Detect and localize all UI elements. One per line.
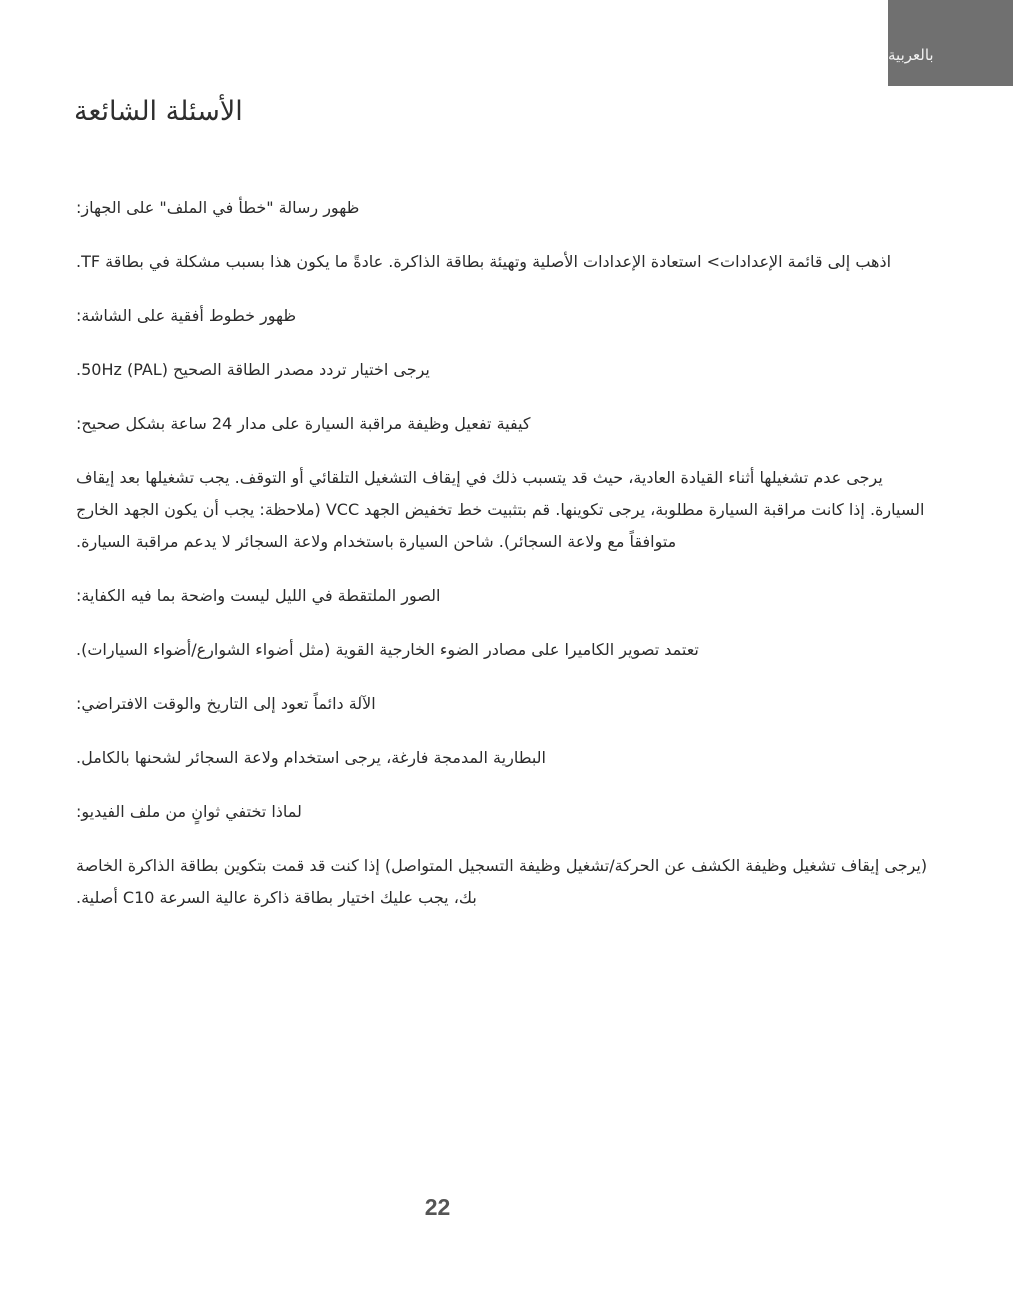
- faq-list: [76, 192, 928, 936]
- faq-answer: اذهب إلى قائمة الإعدادات> استعادة الإعدادات الأصلية وتهيئة بطاقة الذاكرة. عادةً ما يكون هذا بسبب مشكلة في بطاقة TF.: [76, 252, 892, 271]
- faq-question: ظهور خطوط أفقية على الشاشة:: [76, 306, 297, 325]
- faq-item: [76, 796, 928, 914]
- faq-item: [76, 192, 928, 278]
- faq-answer: يرجى اختيار تردد مصدر الطاقة الصحيح 50Hz (PAL).: [76, 360, 430, 379]
- faq-item: [76, 300, 928, 386]
- language-tab-label: بالعربية: [888, 46, 934, 64]
- page-title: الأسئلة الشائعة: [74, 96, 243, 127]
- faq-answer: (يرجى إيقاف تشغيل وظيفة الكشف عن الحركة/تشغيل وظيفة التسجيل المتواصل) إذا كنت قد قمت بتكوين بطاقة الذاكرة الخاصة بك، يجب عليك اختيار بطاقة ذاكرة عالية السرعة C10 أصلية.: [76, 856, 928, 907]
- faq-question: الآلة دائماً تعود إلى التاريخ والوقت الافتراضي:: [76, 694, 376, 713]
- page-number: 22: [424, 1194, 451, 1220]
- faq-answer: يرجى عدم تشغيلها أثناء القيادة العادية، حيث قد يتسبب ذلك في إيقاف التشغيل التلقائي أو التوقف. يجب تشغيلها بعد إيقاف السيارة. إذا كانت مراقبة السيارة مطلوبة، يرجى تكوينها. قم بتثبيت خط تخفيض الجهد VCC (ملاحظة: يجب أن يكون الجهد الخارج متوافقاً مع ولاعة السجائر). شاحن السيارة باستخدام ولاعة السجائر لا يدعم مراقبة السيارة.: [76, 468, 925, 551]
- faq-item: [76, 580, 928, 666]
- faq-question: لماذا تختفي ثوانٍ من ملف الفيديو:: [76, 802, 302, 821]
- faq-answer: البطارية المدمجة فارغة، يرجى استخدام ولاعة السجائر لشحنها بالكامل.: [76, 748, 546, 767]
- faq-question: الصور الملتقطة في الليل ليست واضحة بما فيه الكفاية:: [76, 586, 441, 605]
- faq-question: ظهور رسالة "خطأ في الملف" على الجهاز:: [76, 198, 360, 217]
- faq-item: [76, 688, 928, 774]
- faq-item: [76, 408, 928, 558]
- faq-answer: تعتمد تصوير الكاميرا على مصادر الضوء الخارجية القوية (مثل أضواء الشوارع/أضواء السيارات).: [76, 640, 699, 659]
- language-tab: [888, 0, 1013, 86]
- faq-question: كيفية تفعيل وظيفة مراقبة السيارة على مدار 24 ساعة بشكل صحيح:: [76, 414, 531, 433]
